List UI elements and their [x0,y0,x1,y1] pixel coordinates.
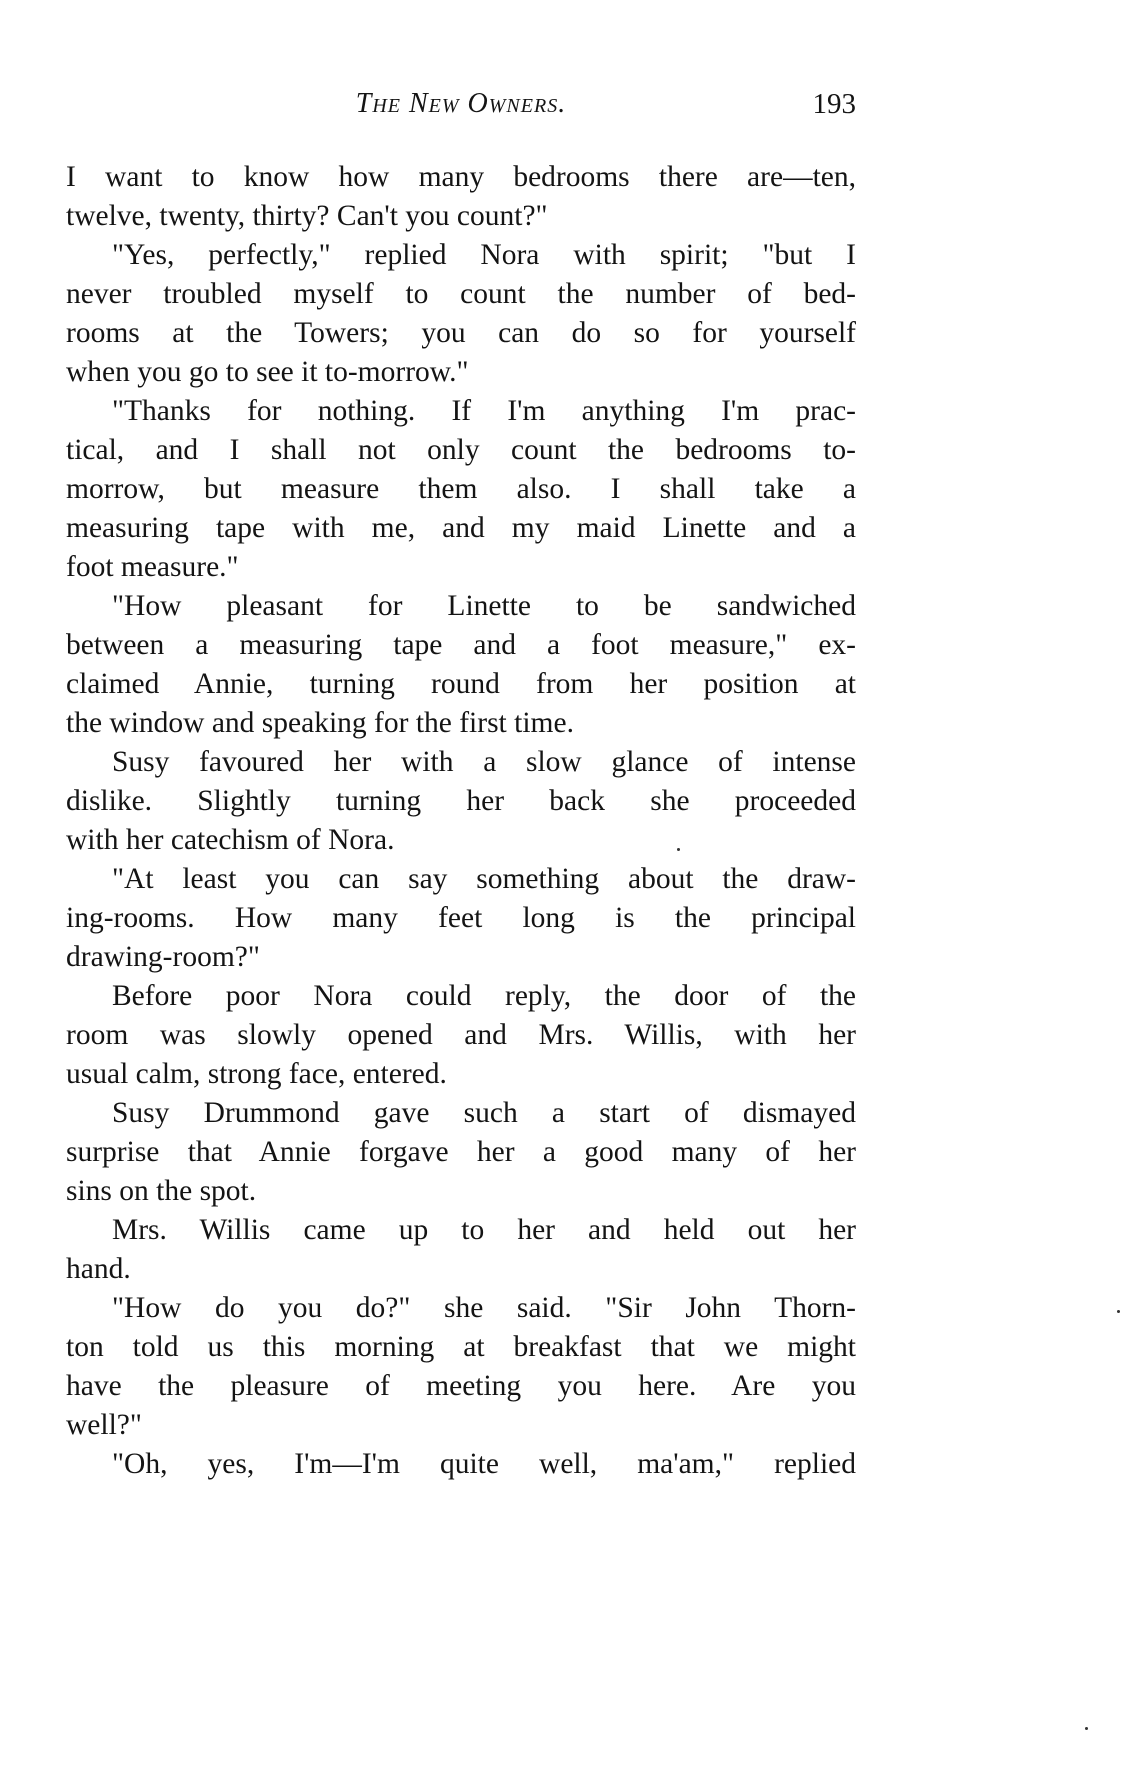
text-line: when you go to see it to-morrow." [66,356,469,388]
text-line: "Yes, perfectly," replied Nora with spirit; "but I [112,239,856,271]
text-line: with her catechism of Nora. [66,824,395,856]
text-line: hand. [66,1253,131,1285]
text-line: "Thanks for nothing. If I'm anything I'm prac- [112,395,856,427]
print-speck [677,848,680,851]
text-line: measuring tape with me, and my maid Linette and a [66,512,856,544]
text-line: the window and speaking for the first time. [66,707,574,739]
text-line: Mrs. Willis came up to her and held out her [112,1214,856,1246]
text-line: Susy favoured her with a slow glance of intense [112,746,856,778]
text-line: sins on the spot. [66,1175,257,1207]
text-line: claimed Annie, turning round from her position at [66,668,856,700]
text-line: have the pleasure of meeting you here. Are you [66,1370,856,1402]
text-line: Before poor Nora could reply, the door of the [112,980,856,1012]
text-line: well?" [66,1409,142,1441]
text-line: drawing-room?" [66,941,260,973]
print-speck [1085,1727,1088,1730]
text-line: dislike. Slightly turning her back she proceeded [66,785,856,817]
text-line: "At least you can say something about the draw- [112,863,856,895]
text-line: Susy Drummond gave such a start of dismayed [112,1097,856,1129]
running-head [66,88,856,128]
text-line: rooms at the Towers; you can do so for yourself [66,317,856,349]
body-text [66,158,856,1484]
text-line: I want to know how many bedrooms there are—ten, [66,161,856,193]
text-line: "Oh, yes, I'm—I'm quite well, ma'am," replied [112,1448,856,1480]
text-line: tical, and I shall not only count the bedrooms to- [66,434,856,466]
text-line: "How pleasant for Linette to be sandwiched [112,590,856,622]
text-line: "How do you do?" she said. "Sir John Thorn- [112,1292,856,1324]
text-line: never troubled myself to count the number of bed- [66,278,856,310]
text-line: foot measure." [66,551,239,583]
text-line: ton told us this morning at breakfast that we might [66,1331,856,1363]
text-line: usual calm, strong face, entered. [66,1058,447,1090]
text-line: ing-rooms. How many feet long is the principal [66,902,856,934]
text-line: morrow, but measure them also. I shall take a [66,473,856,505]
text-line: between a measuring tape and a foot measure," ex- [66,629,856,661]
text-line: room was slowly opened and Mrs. Willis, with her [66,1019,856,1051]
text-line: twelve, twenty, thirty? Can't you count?" [66,200,548,232]
page-number: 193 [812,88,856,120]
running-title: The New Owners. [355,88,567,119]
text-line: surprise that Annie forgave her a good many of her [66,1136,856,1168]
print-speck [1117,1310,1120,1313]
